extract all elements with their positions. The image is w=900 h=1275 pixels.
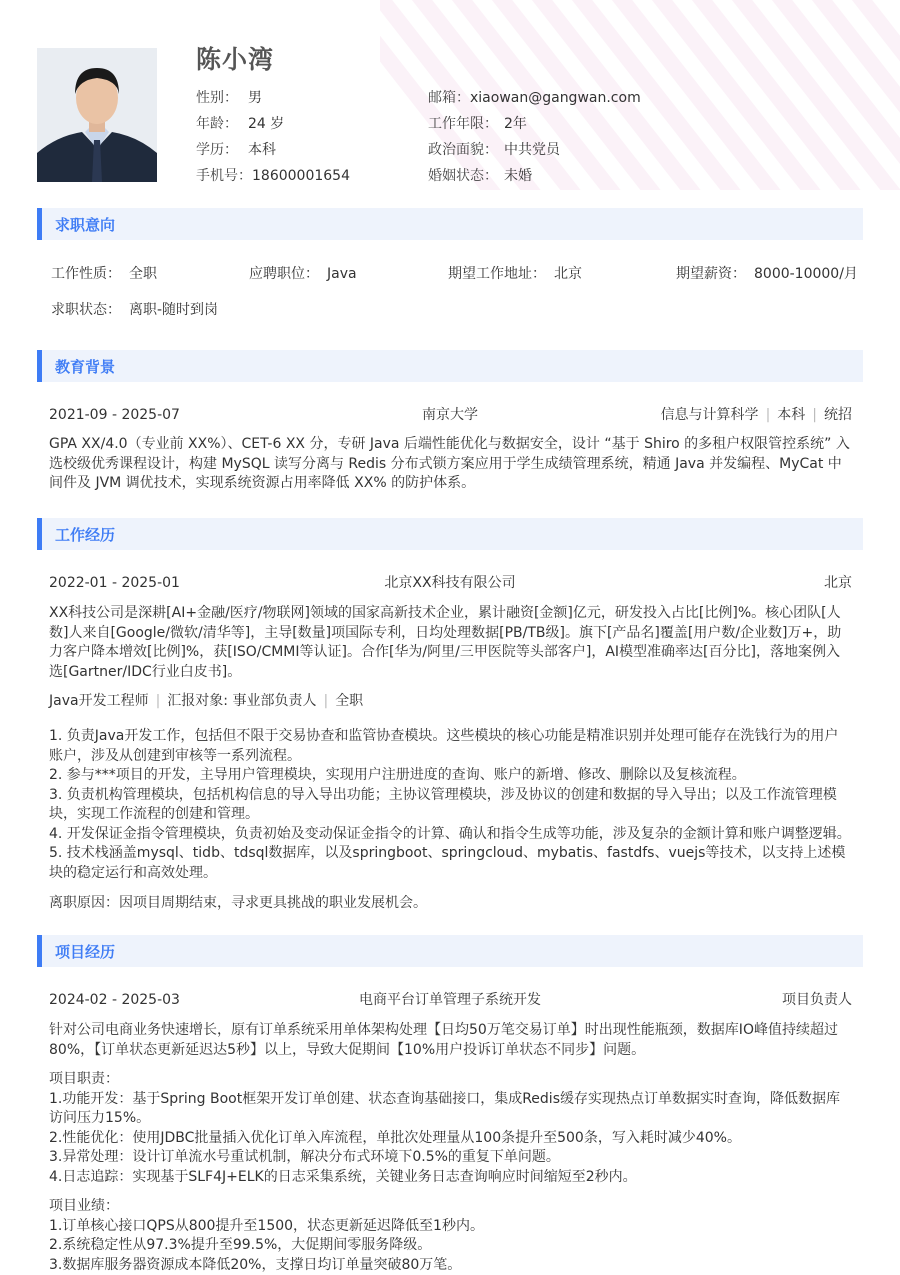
education-school: 南京大学 [422, 407, 478, 423]
list-item: 1.订单核心接口QPS从800提升至1500，状态更新延迟降低至1秒内。 [49, 1217, 484, 1234]
list-item: 4.日志追踪：实现基于SLF4J+ELK的日志采集系统，关键业务日志查询响应时间缩短至2秒内。 [49, 1168, 637, 1185]
list-item: 3.数据库服务器资源成本降低20%，支撑日均订单量突破80万笔。 [49, 1256, 462, 1273]
project-name: 电商平台订单管理子系统开发 [359, 992, 541, 1008]
list-item: 4. 开发保证金指令管理模块，负责初始及变动保证金指令的计算、确认和指令生成等功能，涉及复杂的金额计算和账户调整逻辑。 [49, 825, 851, 842]
list-item: 2.性能优化：使用JDBC批量插入优化订单入库流程，单批次处理量从100条提升至500条，写入耗时减少40%。 [49, 1129, 741, 1146]
project-background: 针对公司电商业务快速增长，原有订单系统采用单体架构处理【日均50万笔交易订单】时出现性能瓶颈，数据库IO峰值持续超过80%，【订单状态更新延迟达5秒】以上，导致大促期间【10%用户投诉订单状态不同步】问题。 [49, 1022, 838, 1058]
project-results-title: 项目业绩： [49, 1198, 119, 1214]
education-description: GPA XX/4.0（专业前 XX%）、CET-6 XX 分，专研 Java 后端性能优化与数据安全，设计 “基于 Shiro 的多租户权限管控系统” 入选校级优秀课程设计，构建 MySQL 读写分离与 Redis 分布式锁方案应用于学生成绩管理系统，精通 Java 并发编程、MyCat 中间件及 JVM 调优技术，实现系统资源占用率降低 XX% 的防护体系。 [49, 436, 850, 491]
section-header-intent [37, 208, 863, 240]
phone-field: 手机号：18600001654 [196, 168, 350, 184]
list-item: 2. 参与***项目的开发，主导用户管理模块，实现用户注册进度的查询、账户的新增、修改、删除以及复核流程。 [49, 767, 746, 783]
project-duties [49, 1070, 852, 1187]
section-accent [37, 518, 42, 550]
education-period: 2021-09 - 2025-07 [49, 407, 180, 423]
gender-field: 性别： 男 [196, 90, 262, 106]
section-title: 项目经历 [55, 943, 116, 961]
profile-photo [37, 48, 157, 182]
list-item: 3. 负责机构管理模块，包括机构信息的导入导出功能；主协议管理模块，涉及协议的创建和数据的导入导出；以及工作流管理模块，实现工作流程的创建和管理。 [49, 786, 837, 822]
list-item: 1.功能开发：基于Spring Boot框架开发订单创建、状态查询基础接口，集成Redis缓存实现热点订单数据实时查询，降低数据库访问压力15%。 [49, 1090, 840, 1126]
intent-position: 应聘职位： Java [249, 266, 357, 282]
section-title: 教育背景 [55, 358, 116, 376]
intent-location: 期望工作地址： 北京 [448, 266, 582, 282]
section-title: 工作经历 [55, 526, 116, 544]
project-period: 2024-02 - 2025-03 [49, 992, 180, 1008]
leave-reason: 离职原因：因项目周期结束，寻求更具挑战的职业发展机会。 [49, 895, 427, 911]
list-item: 5. 技术栈涵盖mysql、tidb、tdsql数据库，以及springboot、springcloud、mybatis、fastdfs、vuejs等技术，以支持上述模块的稳定运行和高效处理。 [49, 845, 846, 881]
project-role: 项目负责人 [782, 992, 852, 1008]
education-level-field: 学历： 本科 [196, 142, 276, 158]
email-field: 邮箱：xiaowan@gangwan.com [428, 90, 641, 106]
work-city: 北京 [824, 575, 852, 591]
education-meta: 信息与计算科学 | 本科 | 统招 [660, 407, 852, 423]
work-period: 2022-01 - 2025-01 [49, 575, 180, 591]
section-accent [37, 208, 42, 240]
company-description: XX科技公司是深耕[AI+金融/医疗/物联网]领域的国家高新技术企业，累计融资[金额]亿元，研发投入占比[比例]%。核心团队[人数]人来自[Google/微软/清华等]，主导[数量]项国际专利，日均处理数据[PB/TB级]。旗下[产品名]覆盖[用户数/企业数]万+，助力客户降本增效[比例]%，获[ISO/CMMI等认证]。合作[华为/阿里/三甲医院等头部客户]，AI模型准确率达[百分比]，落地案例入选[Gartner/IDC行业白皮书]。 [49, 605, 842, 680]
project-duties-title: 项目职责： [49, 1071, 119, 1087]
age-field: 年龄： 24 岁 [196, 116, 285, 132]
section-accent [37, 350, 42, 382]
political-status-field: 政治面貌： 中共党员 [428, 142, 560, 158]
list-item: 1. 负责Java开发工作，包括但不限于交易协查和监管协查模块。这些模块的核心功能是精准识别并处理可能存在洗钱行为的用户账户，涉及从创建到审核等一系列流程。 [49, 728, 839, 764]
section-title: 求职意向 [55, 216, 116, 234]
marital-status-field: 婚姻状态： 未婚 [428, 168, 532, 184]
work-years-field: 工作年限： 2年 [428, 116, 527, 132]
candidate-name: 陈小湾 [196, 45, 275, 74]
section-header-project [37, 935, 863, 967]
list-item: 2.系统稳定性从97.3%提升至99.5%，大促期间零服务降级。 [49, 1237, 432, 1253]
section-header-education [37, 350, 863, 382]
work-role-line: Java开发工程师 | 汇报对象: 事业部负责人 | 全职 [49, 693, 364, 709]
project-results [49, 1197, 852, 1275]
section-header-work [37, 518, 863, 550]
intent-status: 求职状态： 离职-随时到岗 [51, 302, 219, 318]
intent-nature: 工作性质： 全职 [51, 266, 157, 282]
resume-header [0, 0, 900, 200]
section-accent [37, 935, 42, 967]
list-item: 3.异常处理：设计订单流水号重试机制，解决分布式环境下0.5%的重复下单问题。 [49, 1149, 560, 1165]
work-duties [49, 727, 852, 883]
intent-salary: 期望薪资： 8000-10000/月 [676, 266, 858, 282]
work-company: 北京XX科技有限公司 [384, 575, 516, 591]
